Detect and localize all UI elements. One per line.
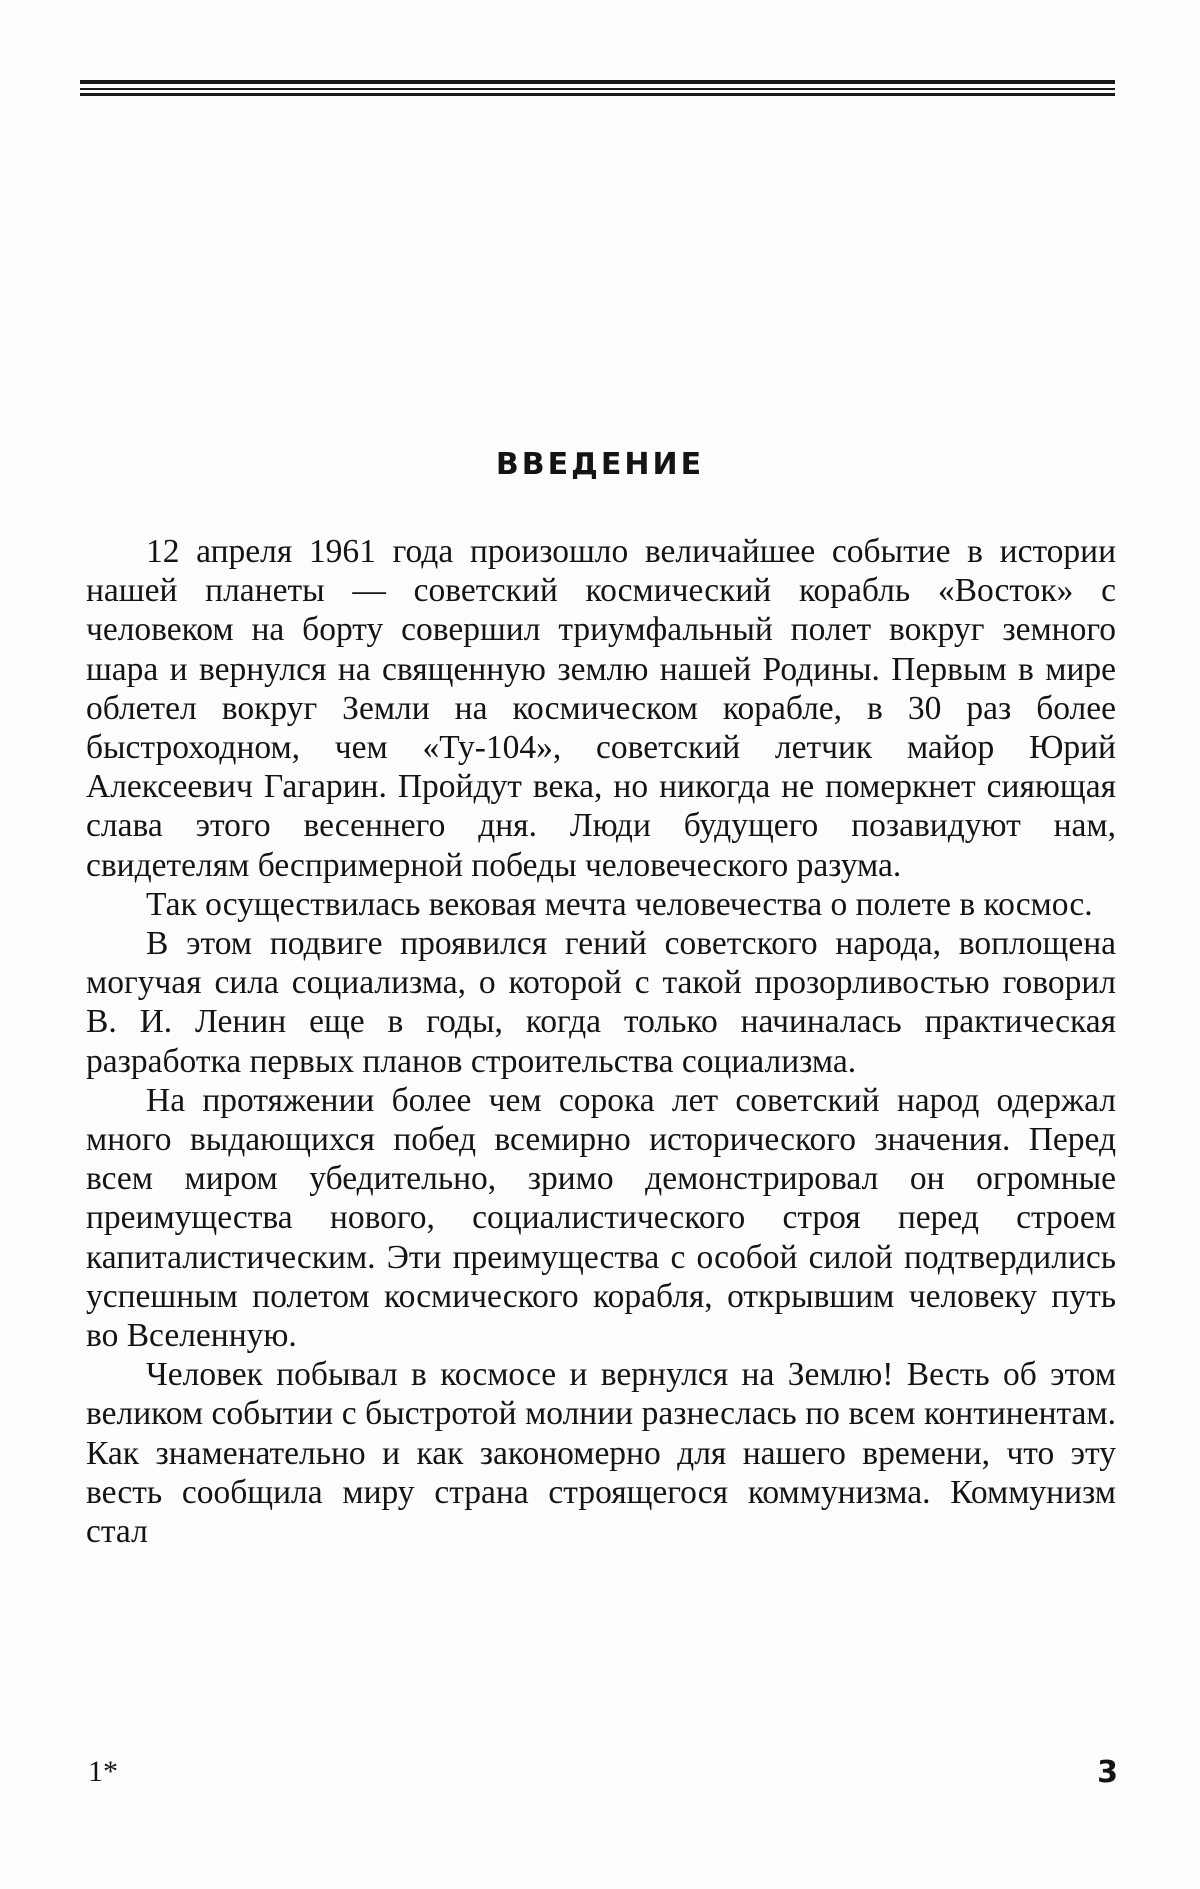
header-rule — [80, 80, 1115, 84]
page-number: 3 — [1097, 1755, 1118, 1790]
paragraph: На протяжении более чем сорока лет советский народ одержал много выдающихся побед всемирно исторического значения. Перед всем миром убедительно, зримо демонстрировал он огромные преимущества нового, социалистического строя перед строем капиталистическим. Эти преимущества с особой силой подтвердились успешным полетом космического корабля, открывшим человеку путь во Вселенную. — [86, 1081, 1116, 1355]
paragraph: Так осуществилась вековая мечта человечества о полете в космос. — [146, 885, 1093, 923]
paragraph: Человек побывал в космосе и вернулся на Землю! Весть об этом великом событии с быстротой молнии разнеслась по всем континентам. Как знаменательно и как закономерно для нашего времени, что эту весть сообщила миру страна строящегося коммунизма. Коммунизм стал — [86, 1356, 1116, 1551]
signature-mark: 1* — [88, 1755, 118, 1788]
paragraph: В этом подвиге проявился гений советского народа, воплощена могучая сила социализма, о которой с такой прозорливостью говорил В. И. Ленин еще в годы, когда только начиналась практическая разработка первых планов строительства социализма. — [86, 925, 1116, 1080]
header-rule — [80, 88, 1115, 90]
header-rule — [80, 93, 1115, 96]
paragraph: 12 апреля 1961 года произошло величайшее событие в истории нашей планеты — советский космический корабль «Восток» с человеком на борту совершил триумфальный полет вокруг земного шара и вернулся на священную землю нашей Родины. Первым в мире облетел вокруг Земли на космическом корабле, в 30 раз более быстроходном, чем «Ту-104», советский летчик майор Юрий Алексеевич Гагарин. Пройдут века, но никогда не померкнет сияющая слава этого весеннего дня. Люди будущего позавидуют нам, свидетелям беспримерной победы человеческого разума. — [86, 533, 1116, 884]
body-text — [86, 532, 1116, 1551]
chapter-title: ВВЕДЕНИЕ — [495, 447, 705, 482]
